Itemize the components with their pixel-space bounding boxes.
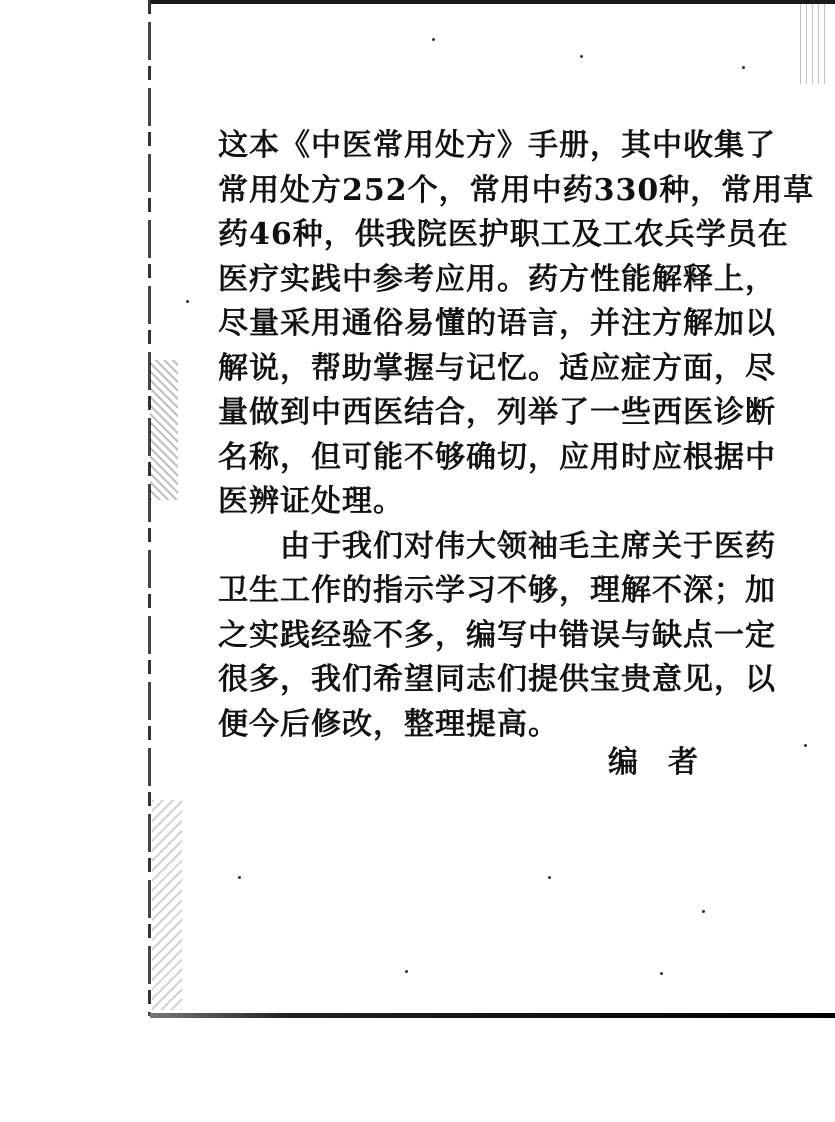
text-line: 这本《中医常用处方》手册，其中收集了 bbox=[218, 128, 776, 163]
text-line: 之实践经验不多，编写中错误与缺点一定 bbox=[218, 617, 776, 653]
scan-noise-left-lower bbox=[152, 800, 182, 1010]
scan-speck bbox=[548, 876, 551, 879]
text-line: 解说，帮助掌握与记忆。适应症方面，尽 bbox=[218, 350, 776, 386]
scan-speck bbox=[432, 38, 435, 41]
scan-speck bbox=[238, 876, 241, 879]
scan-speck bbox=[702, 910, 705, 913]
text-line: 药46种，供我院医护职工及工农兵学员在 bbox=[218, 217, 789, 252]
scan-speck bbox=[405, 970, 408, 973]
preface-paragraph-1 bbox=[218, 124, 815, 525]
preface-body bbox=[218, 124, 815, 747]
page-bottom-edge bbox=[150, 1013, 835, 1018]
scan-speck bbox=[742, 66, 745, 69]
text-line: 便今后修改，整理提高。 bbox=[218, 706, 559, 742]
scan-speck bbox=[186, 300, 189, 303]
author-signature: 编者 bbox=[608, 745, 728, 780]
page-left-edge bbox=[148, 0, 151, 1016]
text-line: 常用处方252个，常用中药330种，常用草 bbox=[218, 172, 815, 208]
text-line: 由于我们对伟大领袖毛主席关于医药 bbox=[280, 528, 776, 564]
scan-noise-top-right bbox=[800, 4, 830, 84]
preface-paragraph-2 bbox=[218, 525, 788, 748]
text-line: 很多，我们希望同志们提供宝贵意见，以 bbox=[218, 662, 776, 697]
text-line: 医疗实践中参考应用。药方性能解释上， bbox=[218, 261, 776, 297]
scan-speck bbox=[804, 744, 807, 747]
text-line: 卫生工作的指示学习不够，理解不深；加 bbox=[218, 573, 776, 608]
page-top-edge bbox=[150, 0, 835, 4]
text-line: 尽量采用通俗易懂的语言，并注方解加以 bbox=[218, 306, 776, 341]
text-line: 量做到中西医结合，列举了一些西医诊断 bbox=[218, 395, 776, 430]
text-line: 医辨证处理。 bbox=[218, 484, 404, 519]
scan-speck bbox=[660, 972, 663, 975]
text-line: 名称，但可能不够确切，应用时应根据中 bbox=[218, 439, 776, 475]
scan-speck bbox=[580, 55, 583, 58]
scan-noise-left bbox=[150, 360, 178, 500]
